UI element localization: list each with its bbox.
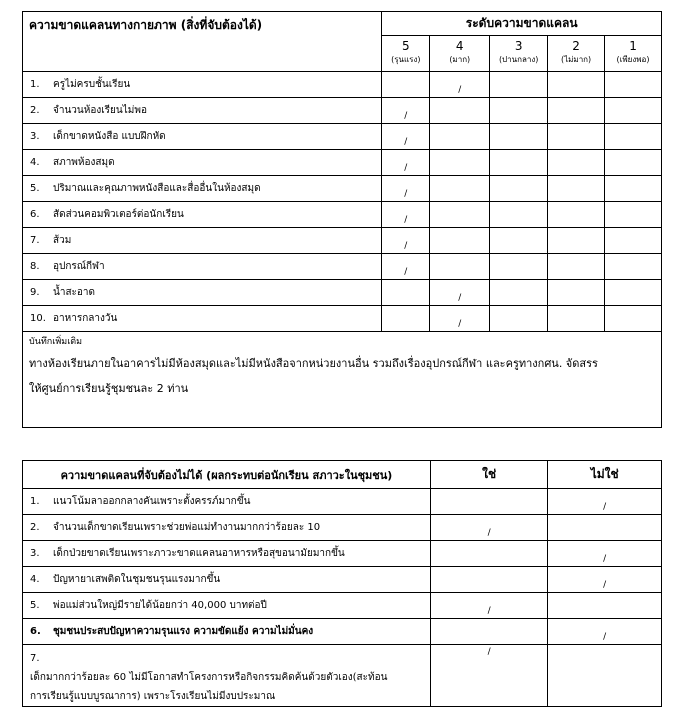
table-row xyxy=(23,567,662,593)
level-mark xyxy=(605,202,662,228)
table-row xyxy=(23,150,662,176)
level-mark: / xyxy=(430,280,490,306)
level-mark xyxy=(605,72,662,98)
level-mark: / xyxy=(382,176,430,202)
row-label: 5. ปริมาณและคุณภาพหนังสือและสื่ออื่นในห้องสมุด xyxy=(23,176,382,202)
level-mark xyxy=(490,150,548,176)
yes-mark: / xyxy=(430,645,548,707)
yes-mark xyxy=(430,489,548,515)
table-row xyxy=(23,124,662,150)
table-row xyxy=(23,306,662,332)
level-mark xyxy=(490,202,548,228)
level-mark: / xyxy=(382,150,430,176)
level-mark xyxy=(490,254,548,280)
level-2-header: 2 (ไม่มาก) xyxy=(548,36,605,72)
level-mark xyxy=(605,124,662,150)
level-4-header: 4 (มาก) xyxy=(430,36,490,72)
table-row xyxy=(23,228,662,254)
no-mark: / xyxy=(548,541,662,567)
row-label: 4. สภาพห้องสมุด xyxy=(23,150,382,176)
level-mark xyxy=(490,72,548,98)
no-mark: / xyxy=(548,489,662,515)
table-row xyxy=(23,645,662,707)
intangible-shortage-title: ความขาดแคลนที่จับต้องไม่ได้ (ผลกระทบต่อนักเรียน สภาวะในชุมชน) xyxy=(23,461,431,489)
level-mark xyxy=(490,98,548,124)
physical-shortage-title: ความขาดแคลนทางกายภาพ (สิ่งที่จับต้องได้) xyxy=(23,12,382,72)
level-mark xyxy=(605,306,662,332)
level-mark xyxy=(430,124,490,150)
yes-column-header: ใช่ xyxy=(430,461,548,489)
yes-mark xyxy=(430,567,548,593)
level-mark xyxy=(430,254,490,280)
row-label: 3. เด็กขาดหนังสือ แบบฝึกหัด xyxy=(23,124,382,150)
level-mark: / xyxy=(382,98,430,124)
yes-mark xyxy=(430,541,548,567)
table-row xyxy=(23,593,662,619)
table-row xyxy=(23,202,662,228)
row-label: 6. ชุมชนประสบปัญหาความรุนแรง ความขัดแย้ง ความไม่มั่นคง xyxy=(23,619,431,645)
level-1-header: 1 (เพียงพอ) xyxy=(605,36,662,72)
notes-text: ทางห้องเรียนภายในอาคารไม่มีห้องสมุดและไม่มีหนังสือจากหน่วยงานอื่น รวมถึงเรื่องอุปกรณ์กีฬา และครูทางกศน. จัดสรร ให้ศูนย์การเรียนรู้ชุมชนละ 2 ท่าน xyxy=(29,357,598,395)
no-mark: / xyxy=(548,567,662,593)
level-mark: / xyxy=(382,228,430,254)
table-row xyxy=(23,72,662,98)
no-mark xyxy=(548,593,662,619)
level-mark xyxy=(382,280,430,306)
level-mark xyxy=(548,254,605,280)
level-mark xyxy=(490,124,548,150)
level-5-header: 5 (รุนแรง) xyxy=(382,36,430,72)
row-label: 2. จำนวนเด็กขาดเรียนเพราะช่วยพ่อแม่ทำงานมากกว่าร้อยละ 10 xyxy=(23,515,431,541)
level-3-header: 3 (ปานกลาง) xyxy=(490,36,548,72)
level-mark xyxy=(548,202,605,228)
row-label: 7.เด็กมากกว่าร้อยละ 60 ไม่มีโอกาสทำโครงการหรือกิจกรรมคิดค้นด้วยตัวเอง(สะท้อน การเรียนรู้แบบบูรณาการ) เพราะโรงเรียนไม่มีงบประมาณ xyxy=(23,645,431,707)
row-label: 6. สัดส่วนคอมพิวเตอร์ต่อนักเรียน xyxy=(23,202,382,228)
level-mark xyxy=(605,98,662,124)
table-row xyxy=(23,541,662,567)
table-row xyxy=(23,98,662,124)
table-row xyxy=(23,280,662,306)
yes-mark: / xyxy=(430,593,548,619)
level-mark: / xyxy=(382,254,430,280)
no-column-header: ไม่ใช่ xyxy=(548,461,662,489)
intangible-shortage-table xyxy=(22,460,662,707)
row-label: 3. เด็กป่วยขาดเรียนเพราะภาวะขาดแคลนอาหารหรือสุขอนามัยมากขึ้น xyxy=(23,541,431,567)
level-mark xyxy=(605,176,662,202)
level-mark xyxy=(548,176,605,202)
row-label: 2. จำนวนห้องเรียนไม่พอ xyxy=(23,98,382,124)
shortage-level-header: ระดับความขาดแคลน xyxy=(382,12,662,36)
row-label: 7. ส้วม xyxy=(23,228,382,254)
level-mark xyxy=(548,306,605,332)
row-label: 10. อาหารกลางวัน xyxy=(23,306,382,332)
level-mark xyxy=(490,306,548,332)
level-mark xyxy=(430,98,490,124)
physical-shortage-table xyxy=(22,11,662,428)
level-mark xyxy=(548,280,605,306)
no-mark xyxy=(548,645,662,707)
level-mark: / xyxy=(430,72,490,98)
level-mark xyxy=(548,150,605,176)
level-mark xyxy=(605,254,662,280)
level-mark xyxy=(605,150,662,176)
level-mark xyxy=(548,72,605,98)
level-mark xyxy=(430,228,490,254)
level-mark xyxy=(490,280,548,306)
row-label: 1. แนวโน้มลาออกกลางคันเพราะตั้งครรภ์มากขึ้น xyxy=(23,489,431,515)
notes-section xyxy=(23,332,662,428)
level-mark xyxy=(548,98,605,124)
level-mark xyxy=(548,124,605,150)
level-mark xyxy=(490,228,548,254)
no-mark: / xyxy=(548,619,662,645)
row-label: 8. อุปกรณ์กีฬา xyxy=(23,254,382,280)
table-row xyxy=(23,176,662,202)
level-mark xyxy=(430,176,490,202)
level-mark: / xyxy=(430,306,490,332)
table-row xyxy=(23,489,662,515)
level-mark xyxy=(382,306,430,332)
level-mark xyxy=(430,150,490,176)
row-label: 1. ครูไม่ครบชั้นเรียน xyxy=(23,72,382,98)
no-mark xyxy=(548,515,662,541)
table-row xyxy=(23,515,662,541)
level-mark: / xyxy=(382,124,430,150)
row-label: 4. ปัญหายาเสพติดในชุมชนรุนแรงมากขึ้น xyxy=(23,567,431,593)
table-row xyxy=(23,254,662,280)
yes-mark: / xyxy=(430,515,548,541)
notes-label: บันทึกเพิ่มเติม xyxy=(29,337,83,347)
level-mark xyxy=(605,228,662,254)
level-mark xyxy=(490,176,548,202)
level-mark xyxy=(605,280,662,306)
level-mark: / xyxy=(382,202,430,228)
row-label: 9. น้ำสะอาด xyxy=(23,280,382,306)
level-mark xyxy=(548,228,605,254)
level-mark xyxy=(430,202,490,228)
row-label: 5. พ่อแม่ส่วนใหญ่มีรายได้น้อยกว่า 40,000 บาทต่อปี xyxy=(23,593,431,619)
table-row xyxy=(23,619,662,645)
yes-mark xyxy=(430,619,548,645)
level-mark xyxy=(382,72,430,98)
